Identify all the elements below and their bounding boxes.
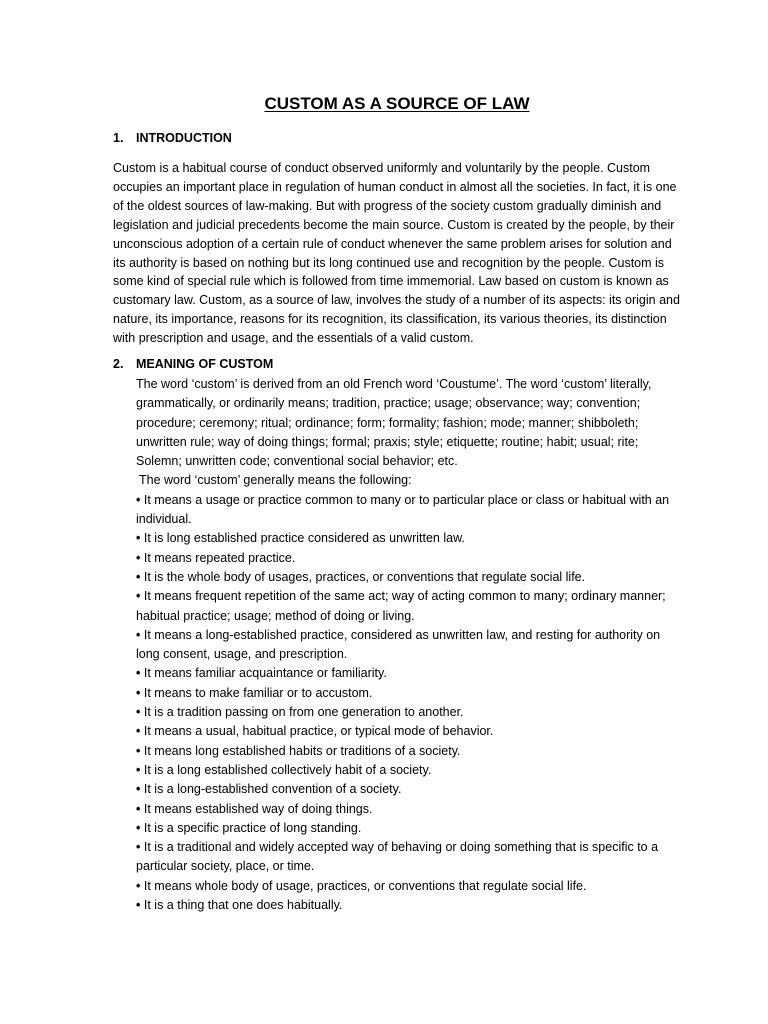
bullet-icon: • [136,666,141,681]
bullet-icon: • [136,531,141,546]
bullet-icon: • [136,589,141,604]
bullet-icon: • [136,898,141,913]
list-item-text: It means familiar acquaintance or familiarity. [143,666,387,681]
bullet-icon: • [136,840,141,855]
list-item [136,529,681,548]
list-item-text: It is a long established collectively habit of a society. [143,762,432,777]
list-item [136,780,681,799]
list-item [136,491,681,530]
list-item-text: It is a specific practice of long standing. [143,820,362,835]
bullet-icon: • [136,743,141,758]
bullet-icon: • [136,801,141,816]
list-item-text: It means whole body of usage, practices, or conventions that regulate social life. [143,878,587,893]
list-item [136,722,681,741]
bullet-icon: • [136,878,141,893]
list-item [136,703,681,722]
bullet-icon: • [136,724,141,739]
section-number: 2. [113,357,124,371]
list-item [136,896,681,915]
meaning-paragraph: The word ‘custom’ is derived from an old French word ‘Coustume’. The word ‘custom’ literally, grammatically, or ordinarily means; tradition, practice; usage; observance; way; convention; procedure; ceremony; ritual; ordinance; form; formality; fashion; mode; manner; shibboleth; unwritten rule; way of doing things; formal; praxis; style; etiquette; routine; habit; usual; rite; Solemn; unwritten code; conventional social behavior; etc. [136,377,652,469]
list-item-text: It means a usage or practice common to many or to particular place or class or habitual with an individual. [136,492,670,527]
list-item [136,684,681,703]
section-number: 1. [113,131,124,145]
list-item [136,761,681,780]
bullet-icon: • [136,627,141,642]
list-item [136,626,681,665]
list-item [136,877,681,896]
section-title: MEANING OF CUSTOM [136,357,274,371]
list-item [136,800,681,819]
list-item-text: It is a long-established convention of a society. [143,782,402,797]
list-item-text: It means established way of doing things. [143,801,373,816]
list-item-text: It means long established habits or traditions of a society. [143,743,461,758]
section-title: INTRODUCTION [136,131,232,145]
list-item [136,549,681,568]
list-item-text: It is long established practice considered as unwritten law. [143,531,465,546]
section-heading-meaning [113,357,273,371]
bullet-icon: • [136,820,141,835]
list-item-text: It means a long-established practice, considered as unwritten law, and resting for authority on long consent, usage, and prescription. [136,627,661,662]
list-item [136,838,681,877]
list-item [136,568,681,587]
list-item-text: It means frequent repetition of the same act; way of acting common to many; ordinary manner; habitual practice; usage; method of doing or living. [136,589,666,623]
list-item-text: It is the whole body of usages, practices, or conventions that regulate social life. [143,569,586,584]
list-item-text: It means to make familiar or to accustom. [143,685,373,700]
section-heading-introduction [113,131,232,145]
bullet-icon: • [136,762,141,777]
bullet-icon: • [136,492,141,507]
list-item [136,742,681,761]
list-item-text: It is a tradition passing on from one generation to another. [143,705,464,720]
list-item-text: It is a traditional and widely accepted way of behaving or doing something that is specific to a particular society, place, or time. [136,840,659,874]
bullet-icon: • [136,685,141,700]
list-item [136,587,681,626]
bullet-icon: • [136,550,141,565]
bullet-icon: • [136,782,141,797]
meaning-section-body [136,375,681,915]
list-item-text: It means repeated practice. [143,550,296,565]
introduction-paragraph: Custom is a habitual course of conduct observed uniformly and voluntarily by the people. Custom occupies an important place in regulation of human conduct in almost all the societies. In fact, it is one of the oldest sources of law-making. But with progress of the society custom gradually diminish and legislation and judicial precedents become the main source. Custom is created by the people, by their unconscious adoption of a certain rule of conduct whenever the same problem arises for solution and its authority is based on nothing but its long continued use and recognition by the people. Custom is some kind of special rule which is followed from time immemorial. Law based on custom is known as customary law. Custom, as a source of law, involves the study of a number of its aspects: its origin and nature, its importance, reasons for its recognition, its classification, its various theories, its distinction with prescription and usage, and the essentials of a valid custom. [113,161,680,346]
meaning-lead-line: The word ‘custom’ generally means the following: [139,473,412,488]
list-item-text: It is a thing that one does habitually. [143,898,343,913]
bullet-icon: • [136,569,141,584]
list-item-text: It means a usual, habitual practice, or typical mode of behavior. [143,724,494,739]
meaning-bullet-list [136,491,681,916]
list-item [136,819,681,838]
list-item [136,664,681,683]
bullet-icon: • [136,705,141,720]
document-title: CUSTOM AS A SOURCE OF LAW [264,94,530,113]
